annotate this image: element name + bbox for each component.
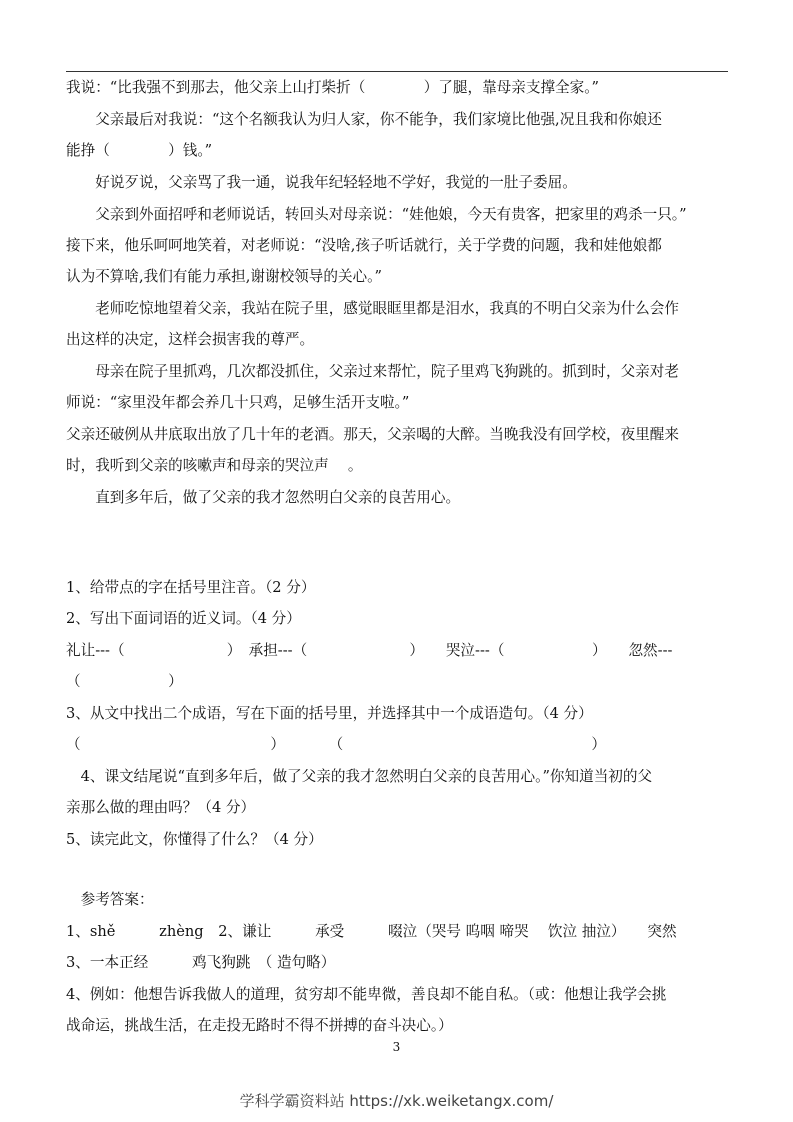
- question-line: （ ） （ ）: [66, 736, 606, 753]
- answer-line: 1、shě zhèng 2、谦让 承受 啜泣（哭号 呜咽 啼哭 饮泣 抽泣） 突然: [66, 923, 677, 940]
- page-number: 3: [392, 1040, 401, 1054]
- footer-watermark: 学科学霸资料站 https://xk.weiketangx.com/: [239, 1092, 554, 1110]
- story-line: 直到多年后，做了父亲的我才忽然明白父亲的良苦用心。: [66, 489, 461, 506]
- story-line: 师说：“家里没年都会养几十只鸡，足够生活开支啦。”: [66, 394, 410, 411]
- answer-line: 4、例如：他想告诉我做人的道理，贫穷却不能卑微，善良却不能自私。（或：他想让我学会挑: [66, 986, 667, 1003]
- story-line: 能挣（ ）钱。”: [66, 142, 213, 159]
- story-line: 母亲在院子里抓鸡，几次都没抓住，父亲过来帮忙，院子里鸡飞狗跳的。抓到时，父亲对老: [66, 363, 679, 380]
- story-line: 时，我听到父亲的咳嗽声和母亲的哭泣声 。: [66, 457, 363, 474]
- answer-line: 参考答案：: [66, 891, 154, 908]
- question-line: 3、从文中找出二个成语，写在下面的括号里，并选择其中一个成语造句。（4 分）: [66, 705, 593, 722]
- answer-line: 3、一本正经 鸡飞狗跳 （ 造句略）: [66, 954, 336, 971]
- question-line: 亲那么做的理由吗？（4 分）: [66, 799, 256, 816]
- question-line: 2、写出下面词语的近义词。（4 分）: [66, 610, 301, 627]
- answer-line: 战命运，挑战生活，在走投无路时不得不拼搏的奋斗决心。）: [66, 1017, 453, 1034]
- story-line: 接下来，他乐呵呵地笑着，对老师说：“没啥,孩子听话就行，关于学费的问题，我和娃他娘都: [66, 237, 662, 254]
- question-line: 礼让---（ ） 承担---（ ） 哭泣---（ ） 忽然---: [66, 642, 673, 659]
- story-line: 出这样的决定，这样会损害我的尊严。: [66, 331, 315, 348]
- story-line: 父亲还破例从井底取出放了几十年的老酒。那天，父亲喝的大醉。当晚我没有回学校，夜里醒来: [66, 426, 679, 443]
- story-line: 老师吃惊地望着父亲，我站在院子里，感觉眼眶里都是泪水，我真的不明白父亲为什么会作: [66, 300, 679, 317]
- question-line: （ ）: [66, 673, 183, 690]
- story-line: 父亲最后对我说：“这个名额我认为归人家，你不能争，我们家境比他强,况且我和你娘还: [66, 111, 662, 128]
- question-line: 5、读完此文，你懂得了什么？（4 分）: [66, 831, 323, 848]
- story-line: 好说歹说，父亲骂了我一通，说我年纪轻轻地不学好，我觉的一肚子委屈。: [66, 174, 577, 191]
- header-rule: [66, 71, 728, 72]
- story-line: 父亲到外面招呼和老师说话，转回头对母亲说：“娃他娘，今天有贵客，把家里的鸡杀一只。”: [66, 206, 687, 223]
- question-line: 1、给带点的字在括号里注音。（2 分）: [66, 579, 316, 596]
- story-line: 我说：“比我强不到那去，他父亲上山打柴折（ ）了腿，靠母亲支撑全家。”: [66, 79, 599, 96]
- question-line: 4、课文结尾说“直到多年后，做了父亲的我才忽然明白父亲的良苦用心。”你知道当初的父: [66, 768, 653, 785]
- story-line: 认为不算啥,我们有能力承担,谢谢校领导的关心。”: [66, 268, 382, 285]
